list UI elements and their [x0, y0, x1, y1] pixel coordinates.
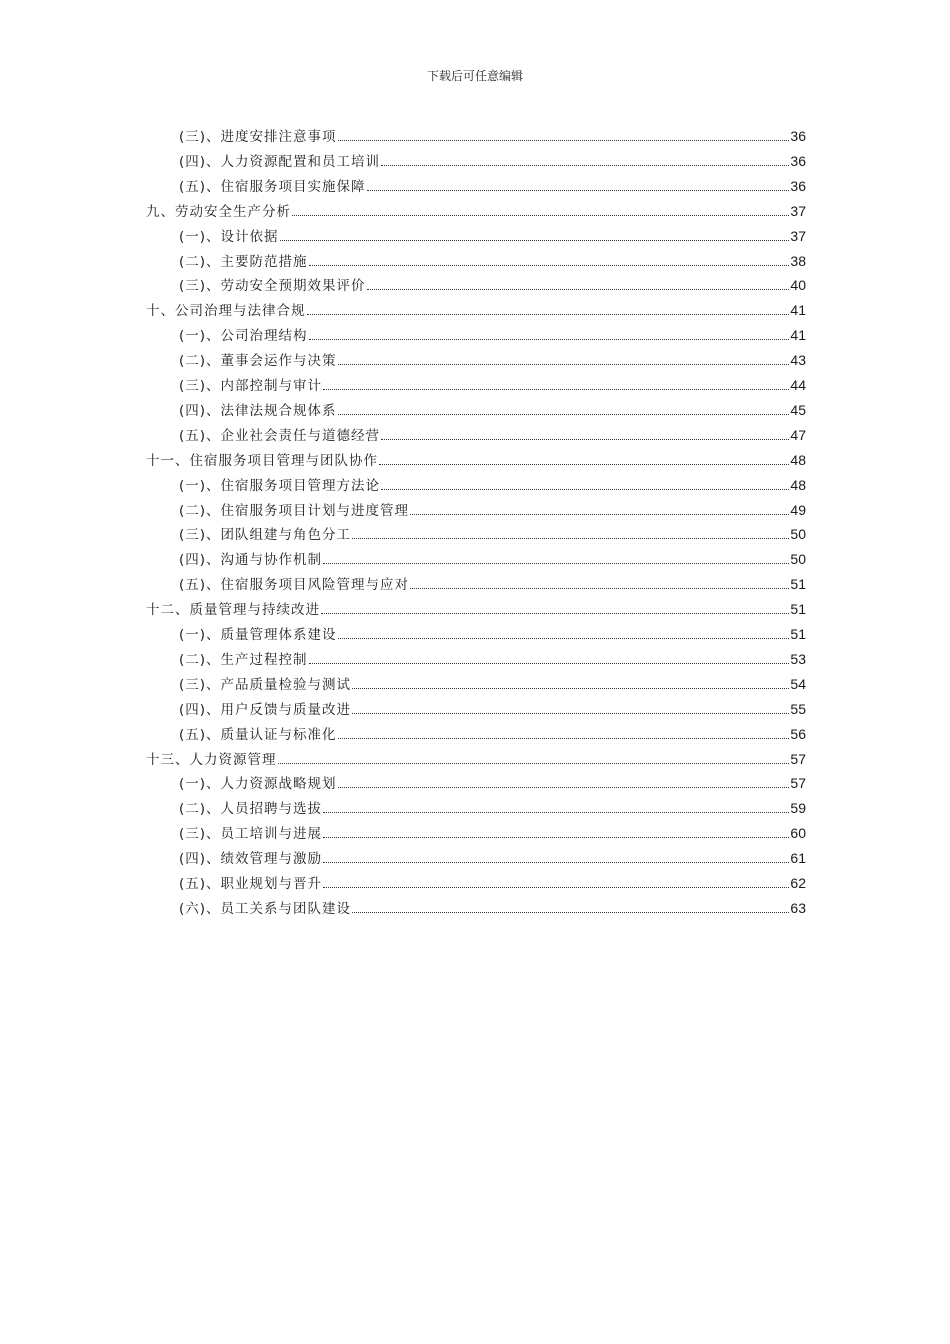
- toc-entry-page-number: 60: [790, 825, 806, 842]
- toc-entry-title: (三)、进度安排注意事项: [179, 129, 337, 145]
- toc-entry-title: (一)、住宿服务项目管理方法论: [179, 477, 381, 494]
- toc-entry-page-number: 51: [790, 576, 806, 593]
- toc-entry-page-number: 38: [790, 252, 806, 269]
- toc-entry-page-number: 50: [790, 551, 806, 568]
- toc-dot-leader: [379, 463, 789, 465]
- toc-entry[interactable]: [179, 848, 806, 868]
- toc-entry[interactable]: [179, 699, 806, 719]
- toc-entry[interactable]: [179, 275, 806, 295]
- toc-entry[interactable]: [179, 151, 806, 171]
- toc-entry[interactable]: [179, 773, 806, 793]
- toc-entry[interactable]: [179, 823, 806, 843]
- toc-entry[interactable]: [179, 524, 806, 544]
- toc-entry-title: (一)、人力资源战略规划: [179, 776, 337, 793]
- toc-entry[interactable]: [179, 798, 806, 818]
- toc-entry-page-number: 36: [790, 177, 806, 194]
- toc-entry-title: (一)、质量管理体系建设: [179, 627, 337, 643]
- toc-dot-leader: [352, 537, 789, 539]
- toc-entry-page-number: 45: [790, 401, 806, 418]
- toc-entry[interactable]: [179, 475, 806, 495]
- toc-entry-title: 十三、人力资源管理: [146, 751, 277, 768]
- toc-dot-leader: [323, 886, 789, 888]
- toc-entry-page-number: 56: [790, 725, 806, 742]
- toc-entry-title: (二)、生产过程控制: [179, 651, 308, 668]
- toc-entry-title: (二)、住宿服务项目计划与进度管理: [179, 502, 410, 519]
- toc-entry-page-number: 55: [790, 700, 806, 717]
- toc-entry[interactable]: [179, 624, 806, 644]
- toc-entry-page-number: 63: [790, 899, 806, 916]
- toc-entry-title: (五)、住宿服务项目实施保障: [179, 178, 366, 195]
- toc-entry[interactable]: [146, 450, 806, 470]
- toc-entry[interactable]: [179, 549, 806, 569]
- toc-entry-title: (五)、质量认证与标准化: [179, 726, 337, 743]
- toc-dot-leader: [352, 687, 789, 689]
- toc-entry-title: (三)、团队组建与角色分工: [179, 527, 352, 544]
- toc-dot-leader: [338, 139, 790, 141]
- toc-entry-page-number: 51: [790, 601, 806, 618]
- toc-entry-title: (四)、法律法规合规体系: [179, 402, 337, 419]
- toc-dot-leader: [321, 612, 789, 614]
- toc-dot-leader: [323, 836, 789, 838]
- toc-entry-title: (三)、员工培训与进展: [179, 826, 323, 843]
- toc-entry-title: (一)、设计依据: [179, 228, 279, 245]
- toc-entry-page-number: 36: [790, 128, 806, 144]
- toc-entry-page-number: 47: [790, 426, 806, 443]
- toc-entry-title: (五)、住宿服务项目风险管理与应对: [179, 577, 410, 594]
- toc-entry-page-number: 53: [790, 650, 806, 667]
- toc-dot-leader: [338, 363, 790, 365]
- toc-entry-page-number: 41: [790, 327, 806, 344]
- toc-dot-leader: [338, 637, 790, 639]
- toc-entry-page-number: 49: [790, 501, 806, 518]
- toc-entry[interactable]: [179, 176, 806, 196]
- toc-entry-page-number: 48: [790, 451, 806, 468]
- toc-entry-page-number: 57: [790, 750, 806, 767]
- toc-entry-page-number: 37: [790, 202, 806, 219]
- toc-dot-leader: [338, 413, 790, 415]
- toc-entry-title: 十二、质量管理与持续改进: [146, 602, 320, 619]
- toc-dot-leader: [338, 737, 790, 739]
- toc-entry-title: (二)、人员招聘与选拔: [179, 801, 323, 818]
- toc-entry-title: (三)、内部控制与审计: [179, 378, 323, 394]
- toc-dot-leader: [323, 861, 789, 863]
- toc-entry-title: (六)、员工关系与团队建设: [179, 900, 352, 917]
- toc-entry[interactable]: [179, 325, 806, 345]
- toc-dot-leader: [292, 214, 789, 216]
- toc-entry-page-number: 43: [790, 352, 806, 369]
- toc-entry-page-number: 57: [790, 775, 806, 792]
- toc-dot-leader: [278, 762, 790, 764]
- toc-entry-page-number: 62: [790, 875, 806, 891]
- toc-entry[interactable]: [179, 350, 806, 370]
- toc-entry-title: (三)、劳动安全预期效果评价: [179, 278, 366, 295]
- toc-dot-leader: [352, 911, 789, 913]
- toc-entry-title: (五)、职业规划与晋升: [179, 876, 323, 892]
- toc-dot-leader: [367, 288, 790, 290]
- toc-entry-title: 十、公司治理与法律合规: [146, 303, 306, 320]
- toc-entry[interactable]: [179, 500, 806, 520]
- toc-entry-page-number: 54: [790, 675, 806, 692]
- toc-dot-leader: [338, 786, 790, 788]
- toc-entry-page-number: 36: [790, 152, 806, 169]
- toc-dot-leader: [410, 587, 789, 589]
- toc-entry[interactable]: [179, 674, 806, 694]
- toc-dot-leader: [323, 562, 789, 564]
- toc-entry[interactable]: [179, 375, 806, 395]
- toc-entry-page-number: 48: [790, 476, 806, 493]
- toc-dot-leader: [323, 388, 789, 390]
- toc-dot-leader: [367, 189, 790, 191]
- toc-entry-title: (四)、用户反馈与质量改进: [179, 701, 352, 718]
- toc-dot-leader: [307, 313, 790, 315]
- toc-dot-leader: [309, 338, 790, 340]
- toc-dot-leader: [381, 488, 789, 490]
- toc-entry-title: (一)、公司治理结构: [179, 328, 308, 345]
- toc-entry[interactable]: [146, 201, 806, 221]
- toc-entry[interactable]: [179, 649, 806, 669]
- toc-dot-leader: [323, 811, 789, 813]
- toc-entry-page-number: 37: [790, 227, 806, 244]
- toc-entry-title: (四)、绩效管理与激励: [179, 851, 323, 868]
- toc-entry[interactable]: [179, 425, 806, 445]
- toc-dot-leader: [352, 712, 789, 714]
- toc-entry-title: (二)、主要防范措施: [179, 253, 308, 270]
- toc-entry-page-number: 50: [790, 526, 806, 543]
- toc-entry[interactable]: [146, 749, 806, 769]
- toc-entry-page-number: 41: [790, 302, 806, 319]
- toc-entry-page-number: 61: [790, 850, 806, 867]
- toc-entry-page-number: 59: [790, 800, 806, 817]
- toc-entry[interactable]: [179, 574, 806, 594]
- toc-entry[interactable]: [179, 126, 806, 146]
- toc-entry[interactable]: [179, 226, 806, 246]
- toc-entry[interactable]: [146, 300, 806, 320]
- toc-dot-leader: [280, 239, 790, 241]
- toc-entry-title: 九、劳动安全生产分析: [146, 203, 291, 220]
- page-header: 下载后可任意编辑: [426, 69, 523, 83]
- toc-entry-title: (四)、沟通与协作机制: [179, 552, 323, 569]
- toc-entry[interactable]: [179, 873, 806, 893]
- toc-entry-title: (四)、人力资源配置和员工培训: [179, 153, 381, 170]
- toc-entry-title: (三)、产品质量检验与测试: [179, 676, 352, 693]
- toc-entry[interactable]: [179, 400, 806, 420]
- toc-dot-leader: [309, 662, 790, 664]
- toc-entry-title: (五)、企业社会责任与道德经营: [179, 427, 381, 444]
- toc-entry-title: 十一、住宿服务项目管理与团队协作: [146, 452, 378, 469]
- toc-entry[interactable]: [179, 898, 806, 918]
- toc-entry-page-number: 51: [790, 626, 806, 642]
- toc-entry[interactable]: [179, 251, 806, 271]
- toc-dot-leader: [381, 438, 789, 440]
- toc-entry-page-number: 44: [790, 377, 806, 393]
- toc-dot-leader: [410, 513, 789, 515]
- toc-entry[interactable]: [146, 599, 806, 619]
- toc-entry-title: (二)、董事会运作与决策: [179, 353, 337, 370]
- toc-dot-leader: [309, 264, 790, 266]
- toc-entry-page-number: 40: [790, 277, 806, 294]
- toc-dot-leader: [381, 164, 789, 166]
- toc-entry[interactable]: [179, 724, 806, 744]
